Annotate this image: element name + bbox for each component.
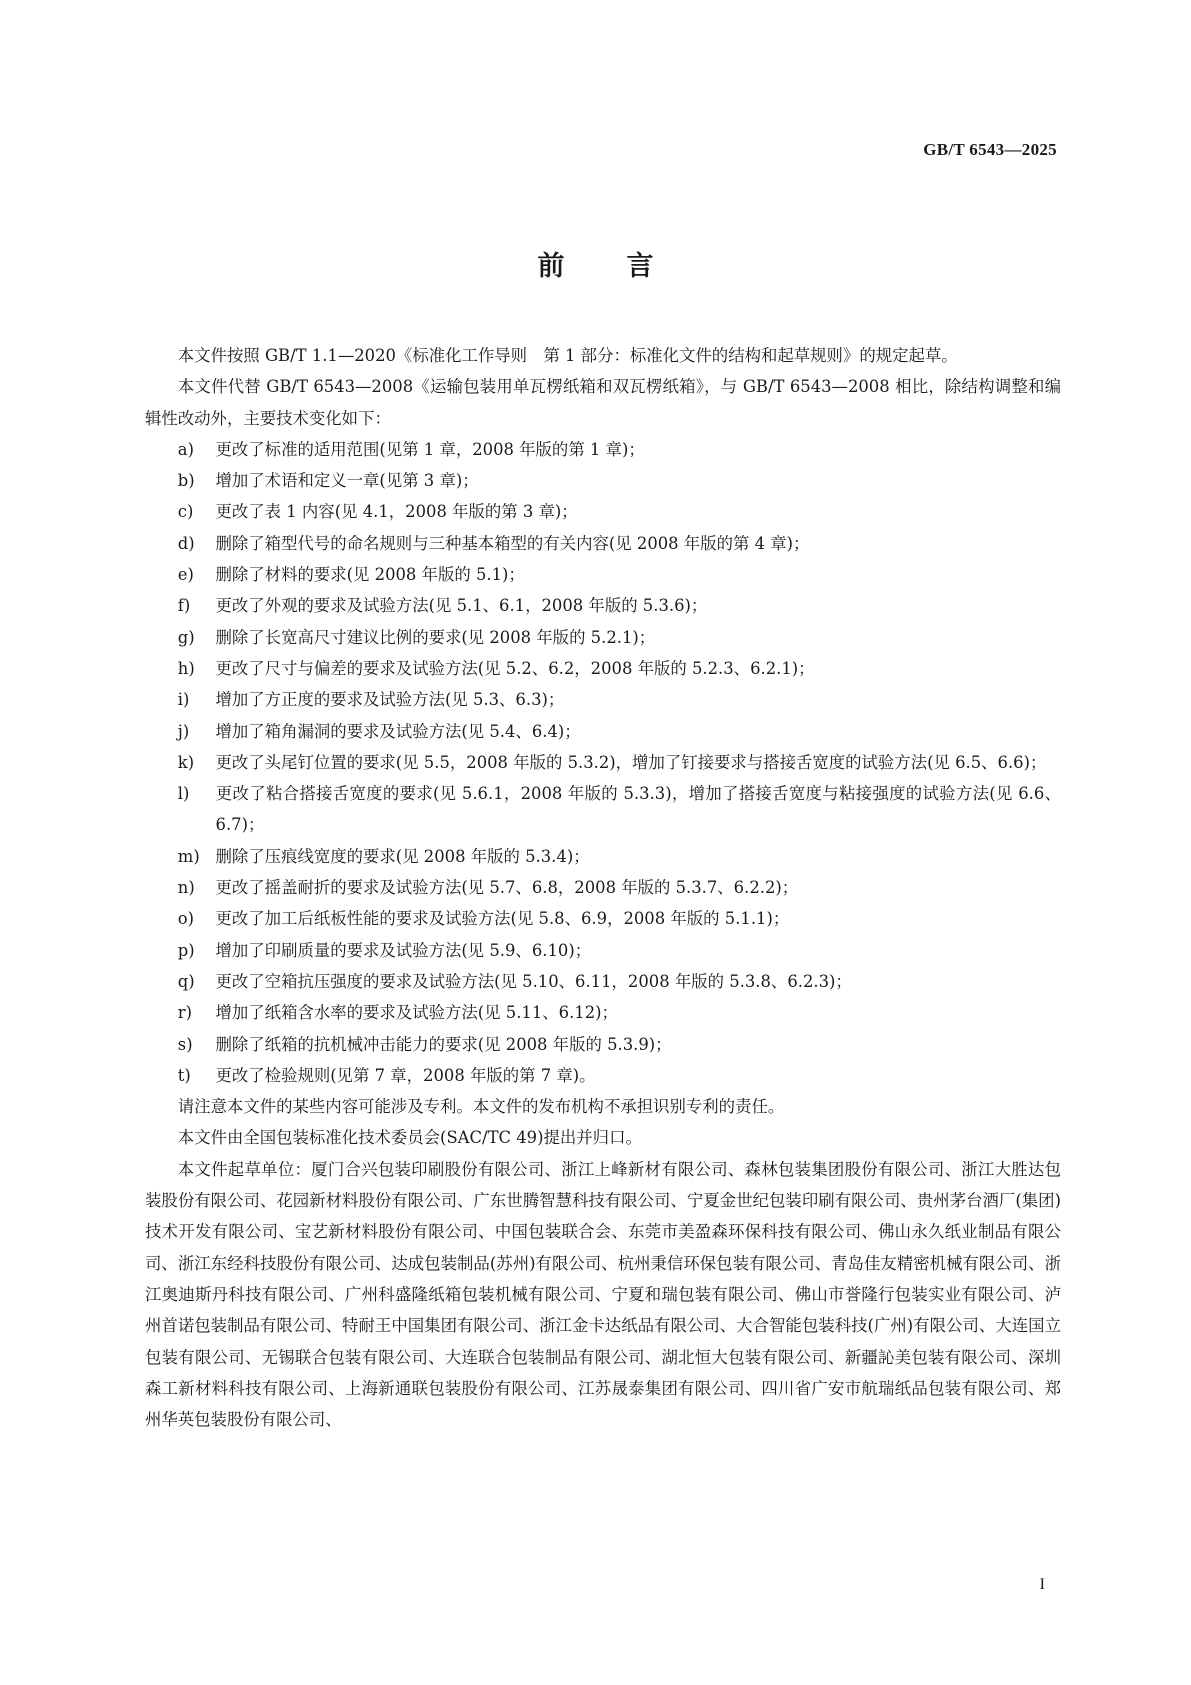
list-item-marker: n)	[177, 878, 195, 898]
list-item	[145, 559, 1061, 590]
list-item-marker: r)	[177, 1003, 193, 1023]
list-item-marker: t)	[177, 1065, 191, 1085]
page-number: I	[1039, 1576, 1045, 1593]
list-item	[145, 747, 1061, 778]
list-item-text: 删除了纸箱的抗机械冲击能力的要求(见 2008 年版的 5.3.9)；	[215, 1034, 672, 1054]
list-item	[145, 590, 1061, 621]
list-item-text: 删除了箱型代号的命名规则与三种基本箱型的有关内容(见 2008 年版的第 4 章)；	[215, 533, 810, 553]
list-item	[145, 434, 1061, 465]
list-item	[145, 684, 1061, 715]
list-item	[145, 935, 1061, 966]
list-item-text: 删除了压痕线宽度的要求(见 2008 年版的 5.3.4)；	[215, 846, 590, 866]
list-item	[145, 465, 1061, 496]
list-item-text: 更改了检验规则(见第 7 章，2008 年版的第 7 章)。	[215, 1065, 596, 1085]
patent-notice-paragraph: 请注意本文件的某些内容可能涉及专利。本文件的发布机构不承担识别专利的责任。	[177, 1097, 785, 1117]
list-item-text: 增加了箱角漏洞的要求及试验方法(见 5.4、6.4)；	[215, 721, 581, 741]
list-item-text: 更改了粘合搭接舌宽度的要求(见 5.6.1，2008 年版的 5.3.3)，增加了搭接舌宽度与粘接强度的试验方法(见 6.6、6.7)；	[215, 784, 1061, 835]
list-item-marker: e)	[177, 565, 194, 585]
list-item	[145, 1060, 1061, 1091]
list-item-marker: o)	[177, 909, 195, 929]
list-item-marker: q)	[177, 971, 195, 991]
replacement-paragraph: 本文件代替 GB/T 6543—2008《运输包装用单瓦楞纸箱和双瓦楞纸箱》，与 GB/T 6543—2008 相比，除结构调整和编辑性改动外，主要技术变化如下：	[145, 377, 1061, 428]
list-item-marker: p)	[177, 940, 195, 960]
document-code-header: GB/T 6543—2025	[923, 140, 1057, 159]
foreword-body	[145, 340, 1061, 1435]
list-item	[145, 528, 1061, 559]
list-item-marker: i)	[177, 690, 190, 710]
list-item	[145, 622, 1061, 653]
list-item-text: 增加了纸箱含水率的要求及试验方法(见 5.11、6.12)；	[215, 1003, 618, 1023]
list-item-text: 更改了尺寸与偏差的要求及试验方法(见 5.2、6.2，2008 年版的 5.2.3、6.2.1)；	[215, 658, 815, 678]
list-item-text: 更改了加工后纸板性能的要求及试验方法(见 5.8、6.9，2008 年版的 5.1.1)；	[215, 909, 790, 929]
list-item-text: 更改了表 1 内容(见 4.1，2008 年版的第 3 章)；	[215, 502, 578, 522]
list-item	[145, 653, 1061, 684]
list-item-text: 更改了头尾钉位置的要求(见 5.5，2008 年版的 5.3.2)，增加了钉接要求与搭接舌宽度的试验方法(见 6.5、6.6)；	[215, 752, 1047, 772]
list-item-marker: c)	[177, 502, 194, 522]
drafting-units-paragraph: 本文件起草单位：厦门合兴包装印刷股份有限公司、浙江上峰新材有限公司、森林包装集团股份有限公司、浙江大胜达包装股份有限公司、花园新材料股份有限公司、广东世腾智慧科技有限公司、宁夏金世纪包装印刷有限公司、贵州茅台酒厂(集团)技术开发有限公司、宝艺新材料股份有限公司、中国包装联合会、东莞市美盈森环保科技有限公司、佛山永久纸业制品有限公司、浙江东经科技股份有限公司、达成包装制品(苏州)有限公司、杭州秉信环保包装有限公司、青岛佳友精密机械有限公司、浙江奥迪斯丹科技有限公司、广州科盛隆纸箱包装机械有限公司、宁夏和瑞包装有限公司、佛山市誉隆行包装实业有限公司、泸州首诺包装制品有限公司、特耐王中国集团有限公司、浙江金卡达纸品有限公司、大合智能包装科技(广州)有限公司、大连国立包装有限公司、无锡联合包装有限公司、大连联合包装制品有限公司、湖北恒大包装有限公司、新疆訫美包装有限公司、深圳森工新材料科技有限公司、上海新通联包装股份有限公司、江苏晟泰集团有限公司、四川省广安市航瑞纸品包装有限公司、郑州华英包装股份有限公司、	[145, 1159, 1061, 1430]
list-item-marker: k)	[177, 752, 195, 772]
list-item-marker: g)	[177, 627, 195, 647]
list-item-text: 删除了材料的要求(见 2008 年版的 5.1)；	[215, 565, 525, 585]
list-item-marker: l)	[177, 784, 190, 804]
list-item-marker: j)	[177, 721, 190, 741]
list-item-marker: b)	[177, 471, 195, 491]
list-item	[145, 997, 1061, 1028]
list-item-text: 删除了长宽高尺寸建议比例的要求(见 2008 年版的 5.2.1)；	[215, 627, 656, 647]
list-item-text: 更改了标准的适用范围(见第 1 章，2008 年版的第 1 章)；	[215, 439, 645, 459]
list-item-text: 增加了方正度的要求及试验方法(见 5.3、6.3)；	[215, 690, 565, 710]
list-item-text: 更改了空箱抗压强度的要求及试验方法(见 5.10、6.11，2008 年版的 5.3.8、6.2.3)；	[215, 971, 852, 991]
page-title: 前言	[537, 251, 716, 282]
list-item	[145, 778, 1061, 841]
list-item-marker: s)	[177, 1034, 193, 1054]
list-item-text: 更改了外观的要求及试验方法(见 5.1、6.1，2008 年版的 5.3.6)；	[215, 596, 708, 616]
list-item-text: 增加了印刷质量的要求及试验方法(见 5.9、6.10)；	[215, 940, 592, 960]
list-item-marker: h)	[177, 658, 195, 678]
drafting-basis-paragraph: 本文件按照 GB/T 1.1—2020《标准化工作导则 第 1 部分：标准化文件的结构和起草规则》的规定起草。	[177, 346, 958, 365]
list-item-marker: a)	[177, 439, 194, 459]
list-item-marker: m)	[177, 846, 200, 866]
list-item-text: 增加了术语和定义一章(见第 3 章)；	[215, 471, 479, 491]
technical-changes-list	[145, 434, 1061, 1091]
list-item	[145, 841, 1061, 872]
list-item	[145, 1029, 1061, 1060]
list-item	[145, 496, 1061, 527]
list-item	[145, 903, 1061, 934]
list-item	[145, 966, 1061, 997]
committee-paragraph: 本文件由全国包装标准化技术委员会(SAC/TC 49)提出并归口。	[177, 1128, 642, 1148]
list-item	[145, 716, 1061, 747]
list-item-marker: d)	[177, 533, 195, 553]
list-item	[145, 872, 1061, 903]
list-item-text: 更改了摇盖耐折的要求及试验方法(见 5.7、6.8，2008 年版的 5.3.7、6.2.2)；	[215, 878, 799, 898]
list-item-marker: f)	[177, 596, 191, 616]
